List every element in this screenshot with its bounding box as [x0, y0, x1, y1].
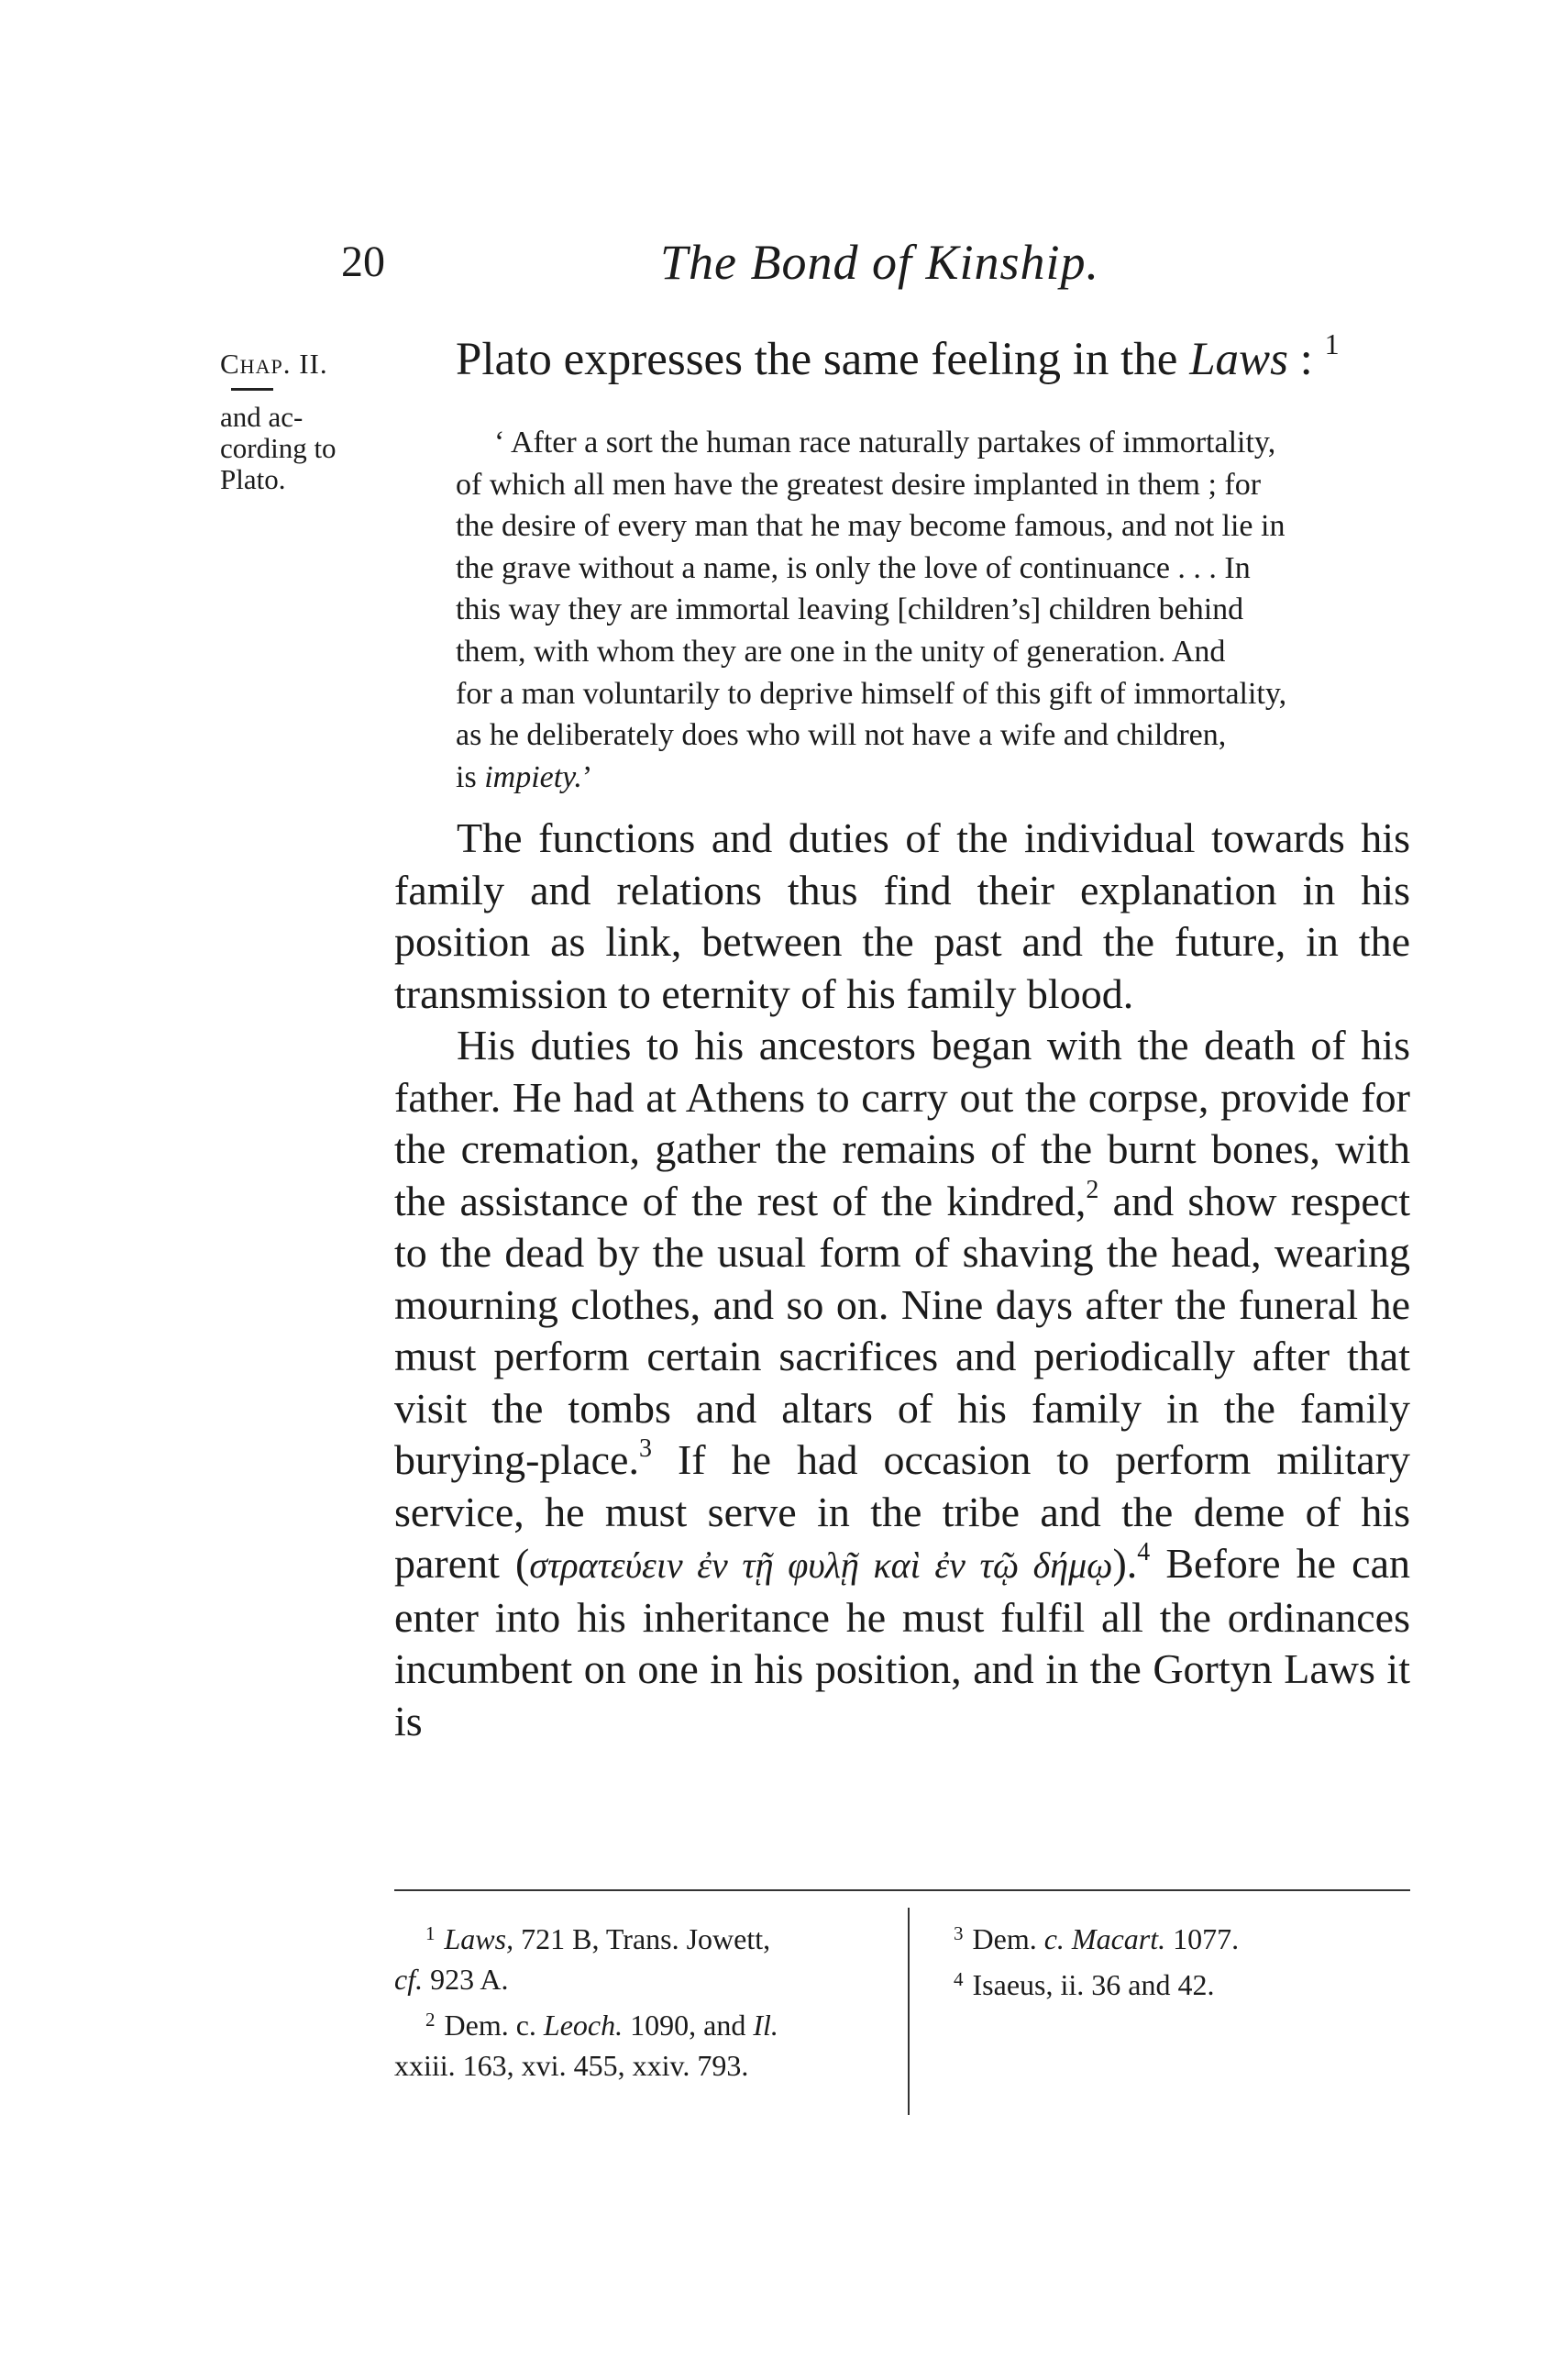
- footnote-3: $^3$ Dem. c. Macart. 1077.: [954, 1922, 1240, 1955]
- paragraph: His duties to his ancestors began with the death of his father. He had at Athens to carry out the corpse, provide for the cremation, gather the remains of the burnt bones, with the assistance of the rest of the kindred,$^2$ and show respect to the dead by the usual form of shaving the head, wearing mourning clothes, and so on. Nine days after the funeral he must perform certain sacrifices and periodically after that visit the tombs and altars of his family in the family burying-place.$^3$ If he had occasion to perform military service, he must serve in the tribe and the deme of his parent (στρατεύειν ἐν τῇ φυλῇ καὶ ἐν τῷ δήμῳ).$^4$ Before he can enter into his inheritance he must fulfil all the ordinances incumbent on one in his position, and in the Gortyn Laws it is: [394, 1022, 1411, 1744]
- quote-line: for a man voluntarily to deprive himself of this gift of immortality,: [456, 676, 1287, 711]
- footnote-1: $^1$ Laws, 721 B, Trans. Jowett, cf. 923 A.: [394, 1922, 771, 1996]
- quote-line: is impiety.’: [456, 759, 593, 794]
- page-number: 20: [341, 238, 385, 286]
- running-title: The Bond of Kinship.: [660, 235, 1100, 290]
- margin-note-line: cording to: [220, 432, 337, 464]
- quote-line: ‘ After a sort the human race naturally partakes of immortality,: [494, 426, 1276, 459]
- footnotes-right: [954, 1913, 1410, 2005]
- footnotes-left: [394, 1913, 889, 2086]
- greek-phrase: στρατεύειν ἐν τῇ φυλῇ καὶ ἐν τῷ δήμῳ: [529, 1544, 1113, 1586]
- footnote-4: $^4$ Isaeus, ii. 36 and 42.: [954, 1968, 1215, 2001]
- footnote-ref: 1: [1324, 327, 1340, 360]
- quote-line: the desire of every man that he may become famous, and not lie in: [456, 509, 1286, 544]
- quote-line: as he deliberately does who will not have a wife and children,: [456, 718, 1227, 753]
- footnote-column-divider: [908, 1908, 910, 2115]
- quote-line: them, with whom they are one in the unity of generation. And: [456, 634, 1226, 669]
- chapter-label: Chap. II.: [220, 348, 328, 380]
- margin-chapter-label: [220, 347, 328, 382]
- quote-line: of which all men have the greatest desire implanted in them ; for: [456, 467, 1262, 502]
- margin-note: [220, 402, 403, 495]
- margin-note-line: Plato.: [220, 463, 286, 495]
- quote-line: this way they are immortal leaving [children’s] children behind: [456, 592, 1244, 627]
- footnote-ref: 3: [638, 1434, 652, 1463]
- quote-line: the grave without a name, is only the love of continuance . . . In: [456, 550, 1251, 585]
- footnote-ref: 2: [1086, 1175, 1099, 1204]
- footnote-rule: [394, 1889, 1410, 1891]
- paragraph: The functions and duties of the individual towards his family and relations thus find their explanation in his position as link, between the past and the future, in the transmission to eternity of his family blood.: [394, 814, 1410, 1017]
- margin-note-line: and ac-: [220, 401, 303, 433]
- body-text: [394, 813, 1410, 1747]
- block-quote: [456, 422, 1409, 798]
- footnote-ref: 4: [1137, 1538, 1151, 1566]
- lead-sentence: Plato expresses the same feeling in the Laws : $^1$: [456, 327, 1340, 385]
- footnote-2: $^2$ Dem. c. Leoch. 1090, and Il. xxiii. 163, xvi. 455, xxiv. 793.: [394, 2009, 778, 2082]
- work-title: Laws: [1189, 334, 1288, 385]
- margin-rule: [231, 388, 273, 391]
